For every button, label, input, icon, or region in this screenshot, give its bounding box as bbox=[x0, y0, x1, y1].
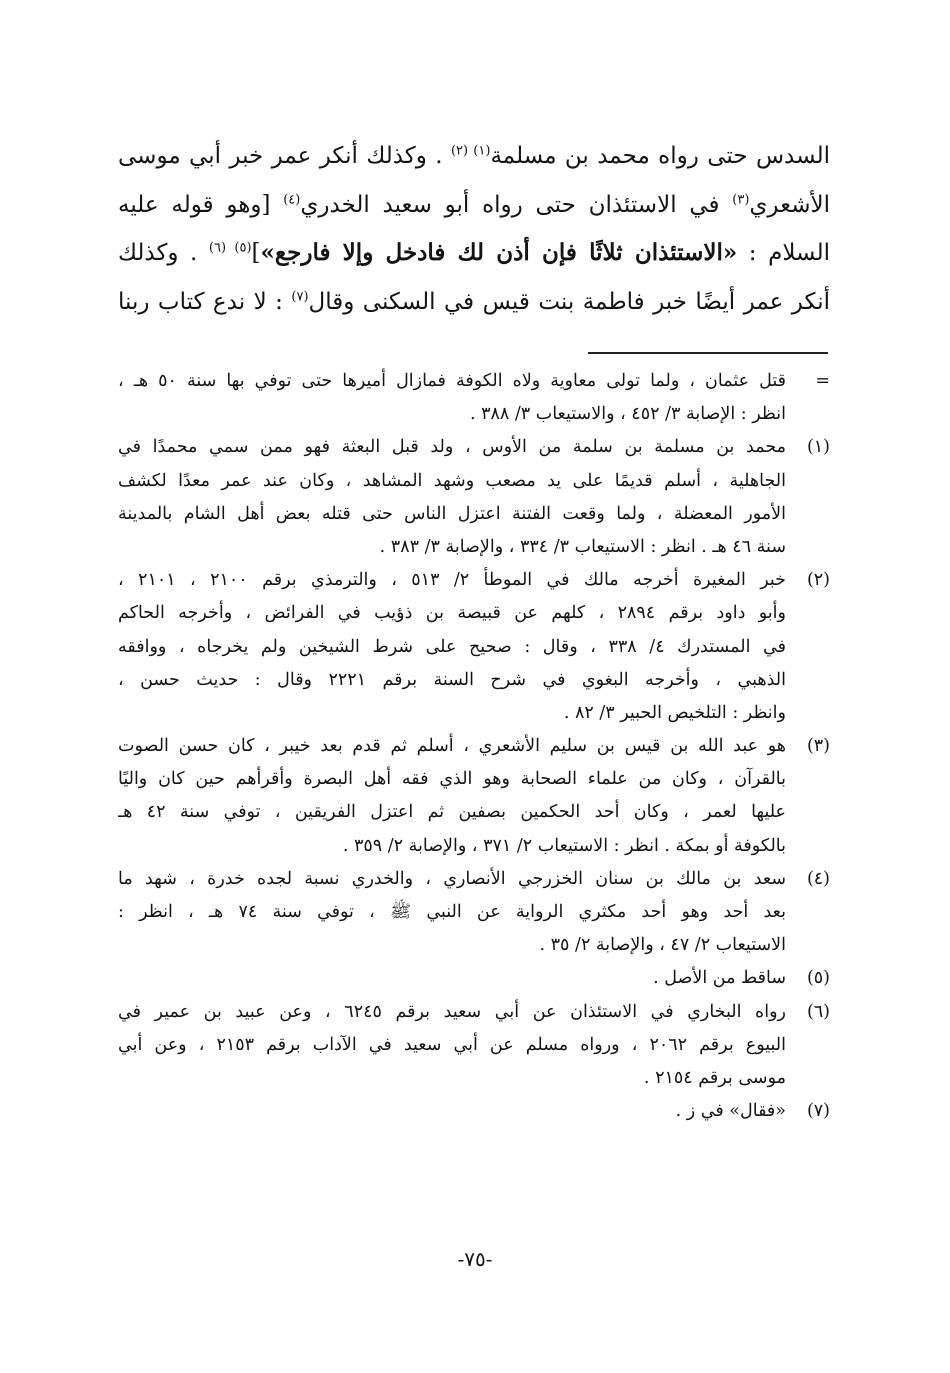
footnote-number: (٤) bbox=[806, 868, 830, 889]
footnote-line: انظر : الإصابة ٣/ ٤٥٢ ، والاستيعاب ٣/ ٣٨٨ . bbox=[469, 404, 786, 425]
footnote-line: وانظر : التلخيص الحبير ٣/ ٨٢ . bbox=[563, 702, 786, 723]
footnote-marker: (١) (٢) bbox=[450, 143, 491, 159]
footnote-marker: (٣) bbox=[732, 191, 750, 207]
text-segment: الأشعري bbox=[749, 191, 830, 218]
footnote-line: رواه البخاري في الاستئذان عن أبي سعيد برقم ٦٢٤٥ ، وعن عبيد بن عمير في bbox=[118, 1001, 786, 1022]
footnote-line: سعد بن مالك بن سنان الخزرجي الأنصاري ، والخدري نسبة لجده خدرة ، شهد ما bbox=[118, 868, 786, 889]
footnote-number: = bbox=[815, 371, 830, 391]
footnote-number: (١) bbox=[806, 437, 830, 458]
main-text bbox=[118, 132, 830, 326]
footnote-line: بالكوفة أو بمكة . انظر : الاستيعاب ٢/ ٣٧١ ، والإصابة ٢/ ٣٥٩ . bbox=[342, 835, 786, 856]
footnote-line: الذهبي ، وأخرجه البغوي في شرح السنة برقم ٢٢٢١ وقال : حديث حسن ، bbox=[118, 669, 786, 690]
footnote-marker: (٥) (٦) bbox=[208, 240, 252, 256]
text-segment: في الاستئذان حتى رواه أبو سعيد الخدري bbox=[300, 191, 733, 218]
footnote-text bbox=[118, 431, 786, 564]
main-text-line bbox=[118, 181, 830, 230]
text-segment: ] bbox=[251, 240, 261, 266]
text-segment: أنكر عمر أيضًا خبر فاطمة بنت قيس في السكنى وقال bbox=[308, 288, 830, 315]
footnote-number: (٣) bbox=[806, 736, 830, 757]
footnote bbox=[118, 863, 830, 963]
footnote-line: الجاهلية ، أسلم قديمًا على يد مصعب وشهد المشاهد ، وكان عند عمر معدًا لكشف bbox=[118, 470, 786, 491]
text-segment: السلام : bbox=[737, 240, 830, 266]
footnote bbox=[118, 431, 830, 564]
footnote-marker: (٤) bbox=[283, 191, 301, 207]
footnote-line: محمد بن مسلمة بن سلمة من الأوس ، ولد قبل البعثة فهو ممن سمي محمدًا في bbox=[118, 437, 786, 458]
footnote-text bbox=[118, 1095, 786, 1128]
text-segment: [وهو قوله عليه bbox=[118, 191, 284, 218]
footnote-line: ساقط من الأصل . bbox=[653, 968, 786, 989]
footnote-line: بعد أحد وهو أحد مكثري الرواية عن النبي ﷺ ، توفي سنة ٧٤ هـ ، انظر : bbox=[118, 902, 786, 922]
footnote-separator bbox=[588, 352, 828, 354]
footnote-line: هو عبد الله بن قيس بن سليم الأشعري ، أسلم ثم قدم بعد خيبر ، كان حسن الصوت bbox=[118, 736, 786, 757]
footnote-line: الاستيعاب ٢/ ٤٧ ، والإصابة ٢/ ٣٥ . bbox=[539, 935, 786, 956]
footnote-number: (٥) bbox=[806, 968, 830, 989]
footnote-marker: (٧) bbox=[291, 288, 309, 304]
footnote-text bbox=[118, 996, 786, 1096]
footnote-line: موسى برقم ٢١٥٤ . bbox=[643, 1067, 786, 1088]
footnote bbox=[118, 1095, 830, 1128]
footnote-number: (٧) bbox=[806, 1101, 830, 1122]
footnote-number: (٢) bbox=[806, 570, 830, 591]
footnote bbox=[118, 996, 830, 1096]
footnote-text bbox=[118, 962, 786, 995]
main-text-line bbox=[118, 229, 830, 278]
footnote-line: «فقال» في ز . bbox=[675, 1101, 786, 1122]
text-segment: . وكذلك أنكر عمر خبر أبي موسى bbox=[118, 143, 451, 169]
footnote-line: خبر المغيرة أخرجه مالك في الموطأ ٢/ ٥١٣ ، والترمذي برقم ٢١٠٠ ، ٢١٠١ ، bbox=[118, 570, 786, 591]
footnote bbox=[118, 365, 830, 431]
footnote bbox=[118, 564, 830, 730]
hadith-quote: «الاستئذان ثلاثًا فإن أذن لك فادخل وإلا فارجع» bbox=[260, 239, 738, 266]
footnotes bbox=[118, 365, 830, 1128]
footnote-line: سنة ٤٦ هـ . انظر : الاستيعاب ٣/ ٣٣٤ ، والإصابة ٣/ ٣٨٣ . bbox=[379, 536, 786, 557]
footnote-line: البيوع برقم ٢٠٦٢ ، ورواه مسلم عن أبي سعيد في الآداب برقم ٢١٥٣ ، وعن أبي bbox=[118, 1034, 786, 1055]
footnote-line: قتل عثمان ، ولما تولى معاوية ولاه الكوفة فمازال أميرها حتى توفي بها سنة ٥٠ هـ ، bbox=[118, 371, 786, 391]
text-segment: : لا ندع كتاب ربنا bbox=[118, 288, 292, 315]
main-text-line bbox=[118, 278, 830, 327]
text-segment: . وكذلك bbox=[118, 240, 209, 266]
footnote-line: وأبو داود برقم ٢٨٩٤ ، كلهم عن قبيصة بن ذؤيب في الفرائض ، وأخرجه الحاكم bbox=[118, 603, 786, 624]
footnote-line: عليها لعمر ، وكان أحد الحكمين بصفين ثم اعتزل الفريقين ، توفي سنة ٤٢ هـ bbox=[118, 802, 786, 823]
main-text-line bbox=[118, 132, 830, 181]
footnote bbox=[118, 962, 830, 995]
footnote bbox=[118, 730, 830, 863]
footnote-text bbox=[118, 730, 786, 863]
footnote-number: (٦) bbox=[806, 1001, 830, 1022]
footnote-text bbox=[118, 365, 786, 431]
footnote-text bbox=[118, 564, 786, 730]
footnote-line: بالقرآن ، وكان من علماء الصحابة وهو الذي فقه أهل البصرة وأقرأهم حين كان واليًا bbox=[118, 769, 786, 790]
page-number: -٧٥- bbox=[457, 1247, 493, 1271]
footnote-line: في المستدرك ٤/ ٣٣٨ ، وقال : صحيح على شرط الشيخين ولم يخرجاه ، ووافقه bbox=[118, 636, 786, 657]
text-segment: السدس حتى رواه محمد بن مسلمة bbox=[490, 143, 830, 169]
footnote-text bbox=[118, 863, 786, 963]
footnote-line: الأمور المعضلة ، ولما وقعت الفتنة اعتزل الناس حتى قتله بعض أهل الشام بالمدينة bbox=[118, 503, 786, 524]
